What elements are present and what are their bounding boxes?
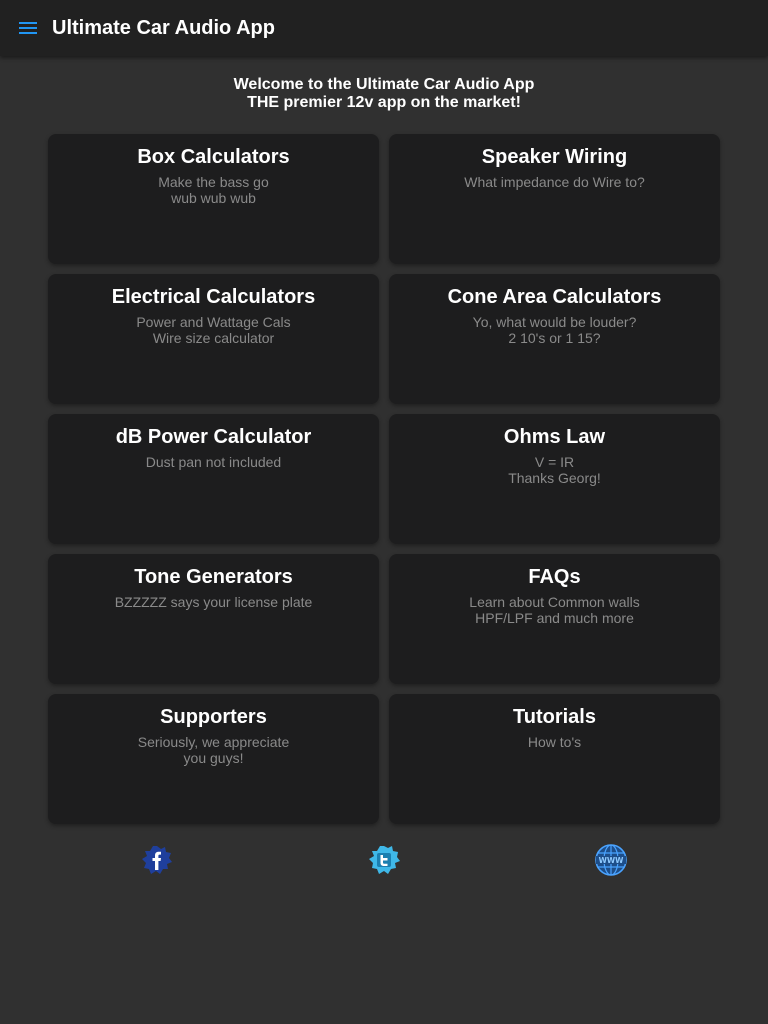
facebook-icon <box>140 843 174 877</box>
faqs-card[interactable] <box>389 554 720 684</box>
card-subtitle: How to's <box>527 734 582 750</box>
welcome-line-2: THE premier 12v app on the market! <box>247 94 521 111</box>
card-subtitle: Power and Wattage Cals <box>136 314 291 330</box>
facebook-button[interactable] <box>139 842 175 878</box>
feature-grid <box>48 134 720 824</box>
twitter-icon <box>367 843 401 877</box>
tutorials-card[interactable] <box>389 694 720 824</box>
tone-generators-card[interactable] <box>48 554 379 684</box>
app-bar <box>0 0 768 56</box>
svg-text:WWW: WWW <box>598 856 624 865</box>
card-title: Cone Area Calculators <box>447 286 662 308</box>
db-power-calculator-card[interactable] <box>48 414 379 544</box>
cone-area-calculators-card[interactable] <box>389 274 720 404</box>
card-subtitle: HPF/LPF and much more <box>475 610 634 626</box>
card-title: Supporters <box>160 706 267 728</box>
supporters-card[interactable] <box>48 694 379 824</box>
card-title: Ohms Law <box>503 426 606 448</box>
card-subtitle: Learn about Common walls <box>469 594 640 610</box>
card-subtitle: Seriously, we appreciate <box>137 734 290 750</box>
app-title: Ultimate Car Audio App <box>52 16 275 39</box>
card-subtitle: you guys! <box>183 750 244 766</box>
card-subtitle: wub wub wub <box>171 190 256 206</box>
card-title: Speaker Wiring <box>481 146 628 168</box>
card-title: dB Power Calculator <box>115 426 312 448</box>
welcome-line-1: Welcome to the Ultimate Car Audio App <box>233 76 535 93</box>
card-subtitle: 2 10's or 1 15? <box>508 330 601 346</box>
card-subtitle: V = IR <box>534 454 575 470</box>
www-globe-icon <box>594 843 628 877</box>
electrical-calculators-card[interactable] <box>48 274 379 404</box>
card-subtitle: Make the bass go <box>158 174 269 190</box>
card-title: Electrical Calculators <box>111 286 316 308</box>
speaker-wiring-card[interactable] <box>389 134 720 264</box>
card-subtitle: Wire size calculator <box>152 330 275 346</box>
box-calculators-card[interactable] <box>48 134 379 264</box>
card-title: Box Calculators <box>137 146 290 168</box>
card-title: Tutorials <box>513 706 596 728</box>
card-title: FAQs <box>528 566 581 588</box>
menu-button[interactable] <box>0 0 56 56</box>
social-links <box>0 842 768 878</box>
website-button[interactable] <box>593 842 629 878</box>
card-subtitle: Thanks Georg! <box>508 470 601 486</box>
card-subtitle: Yo, what would be louder? <box>472 314 637 330</box>
card-subtitle: BZZZZZ says your license plate <box>114 594 313 610</box>
twitter-button[interactable] <box>366 842 402 878</box>
card-subtitle: Dust pan not included <box>145 454 282 470</box>
card-subtitle: What impedance do Wire to? <box>464 174 645 190</box>
welcome-message <box>0 76 768 112</box>
ohms-law-card[interactable] <box>389 414 720 544</box>
card-title: Tone Generators <box>134 566 293 588</box>
hamburger-menu-icon <box>18 20 38 36</box>
